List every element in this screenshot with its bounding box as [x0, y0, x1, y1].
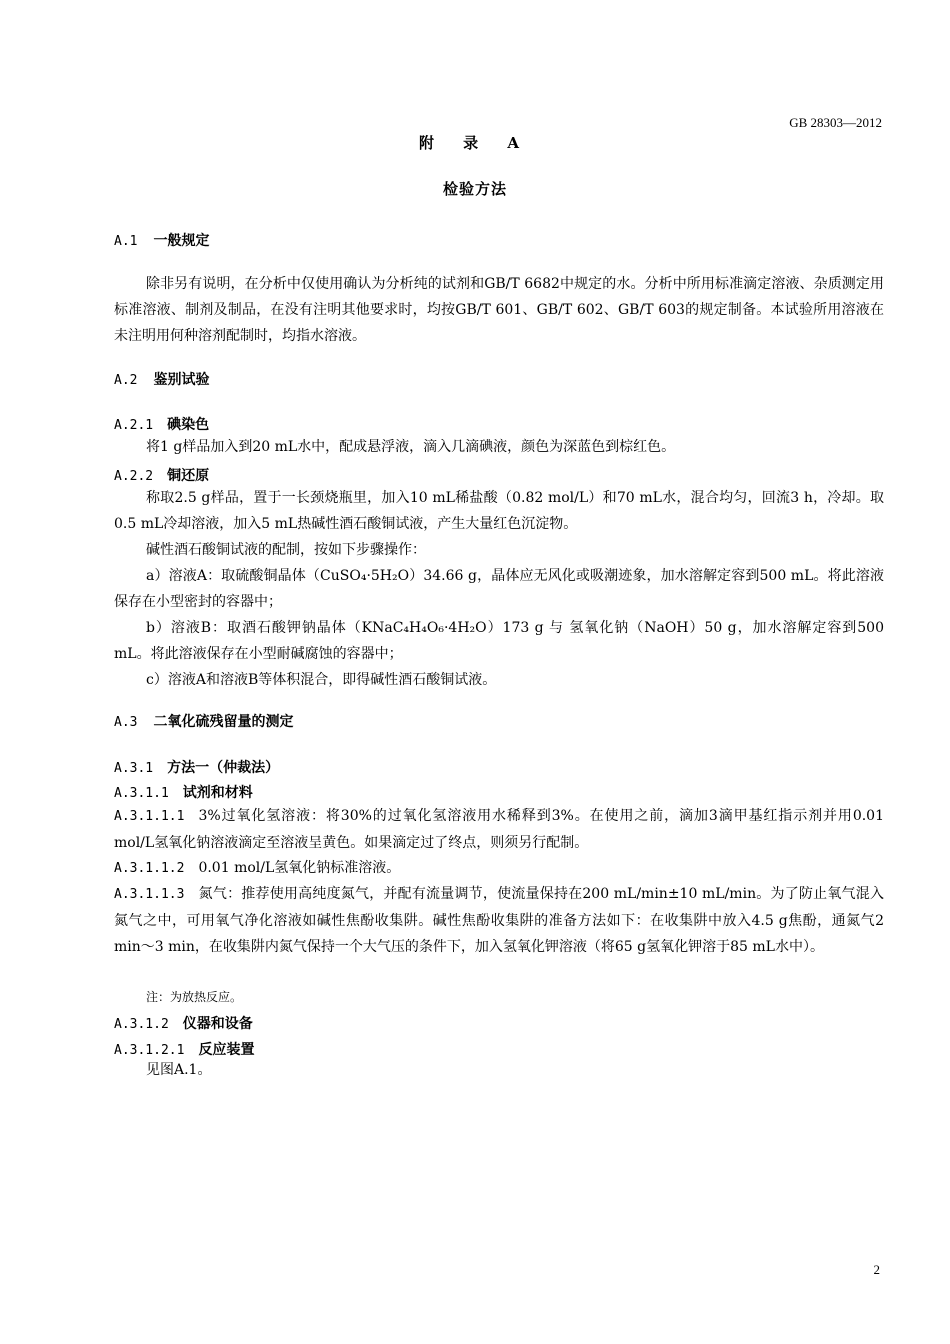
- section-number: A.3.1.2: [114, 1017, 169, 1032]
- section-text: 0.01 mol/L氢氧化钠标准溶液。: [198, 860, 401, 876]
- section-text: 氮气：推荐使用高纯度氮气，并配有流量调节，使流量保持在200 mL/min±10 mL/min。为了防止氧气混入氮气之中，可用氧气净化溶液如碱性焦酚收集阱。碱性焦酚收集阱的准备方法如下：在收集阱中放入4.5 g焦酚，通氮气2 min～3 min，在收集阱内氮气保持一个大气压的条件下，加入氢氧化钾溶液（将65 g氢氧化钾溶于85 mL水中）。: [114, 886, 884, 955]
- section-a22-text1: 称取2.5 g样品，置于一长颈烧瓶里，加入10 mL稀盐酸（0.82 mol/L）和70 mL水，混合均匀，回流3 h，冷却。取0.5 mL冷却溶液，加入5 mL热碱性酒石酸铜试液，产生大量红色沉淀物。: [114, 490, 884, 532]
- section-number: A.2.2: [114, 469, 154, 484]
- section-number: A.3.1: [114, 761, 154, 776]
- section-number: A.1: [114, 234, 138, 249]
- section-number: A.3.1.1.3: [114, 887, 185, 902]
- section-a3121-heading: [114, 1039, 254, 1059]
- section-a22-heading: [114, 465, 209, 485]
- section-number: A.3.1.1.1: [114, 809, 185, 824]
- step-a: a）溶液A：取硫酸铜晶体（CuSO₄·5H₂O）34.66 g，晶体应无风化或吸潮迹象，加水溶解定容到500 mL。将此溶液保存在小型密封的容器中；: [114, 568, 884, 610]
- section-a3121-text: 见图A.1。: [146, 1062, 212, 1078]
- section-number: A.2.1: [114, 418, 154, 433]
- section-a1-text: 除非另有说明，在分析中仅使用确认为分析纯的试剂和GB/T 6682中规定的水。分析中所用标准滴定溶液、杂质测定用标准溶液、制剂及制品，在没有注明其他要求时，均按GB/T 601、GB/T 602、GB/T 603的规定制备。本试验所用溶液在未注明用何种溶剂配制时，均指水溶液。: [114, 276, 884, 344]
- section-title: 一般规定: [153, 233, 210, 249]
- section-a21-heading: [114, 414, 209, 434]
- section-title: 铜还原: [167, 468, 210, 484]
- section-a3113: [114, 881, 884, 960]
- section-number: A.3.1.1.2: [114, 861, 185, 876]
- section-a1-heading: [114, 230, 209, 250]
- section-a3111: [114, 803, 884, 856]
- section-text: 3%过氧化氢溶液：将30%的过氧化氢溶液用水稀释到3%。在使用之前，滴加3滴甲基红指示剂并用0.01 mol/L氢氧化钠溶液滴定至溶液呈黄色。如果滴定过了终点，则须另行配制。: [114, 808, 884, 851]
- section-a31-heading: [114, 757, 279, 777]
- section-a312-heading: [114, 1013, 253, 1033]
- section-a2-heading: [114, 369, 209, 389]
- section-title: 二氧化硫残留量的测定: [153, 714, 294, 730]
- section-title: 反应装置: [198, 1042, 255, 1058]
- page-number: 2: [873, 1262, 880, 1277]
- step-c: c）溶液A和溶液B等体积混合，即得碱性酒石酸铜试液。: [146, 672, 497, 688]
- section-a311-heading: [114, 782, 253, 802]
- section-number: A.3.1.1: [114, 786, 169, 801]
- standard-number: GB 28303—2012: [789, 115, 882, 130]
- appendix-subtitle: 检验方法: [442, 180, 507, 198]
- section-title: 鉴别试验: [153, 372, 210, 388]
- note: 注：为放热反应。: [146, 990, 243, 1004]
- section-number: A.3: [114, 715, 138, 730]
- section-title: 碘染色: [167, 417, 210, 433]
- section-title: 仪器和设备: [182, 1016, 253, 1032]
- section-number: A.2: [114, 373, 138, 388]
- section-number: A.3.1.2.1: [114, 1043, 185, 1058]
- section-a21-text: 将1 g样品加入到20 mL水中，配成悬浮液，滴入几滴碘液，颜色为深蓝色到棕红色。: [146, 439, 676, 455]
- section-a22-text2: 碱性酒石酸铜试液的配制，按如下步骤操作：: [146, 542, 426, 558]
- section-a3-heading: [114, 711, 293, 731]
- section-title: 试剂和材料: [182, 785, 253, 801]
- appendix-title: 附 录 A: [418, 134, 532, 152]
- section-a3112: [114, 855, 884, 882]
- section-title: 方法一（仲裁法）: [167, 760, 280, 776]
- step-b: b）溶液B：取酒石酸钾钠晶体（KNaC₄H₄O₆·4H₂O）173 g 与 氢氧化钠（NaOH）50 g，加水溶解定容到500 mL。将此溶液保存在小型耐碱腐蚀的容器中；: [114, 620, 884, 662]
